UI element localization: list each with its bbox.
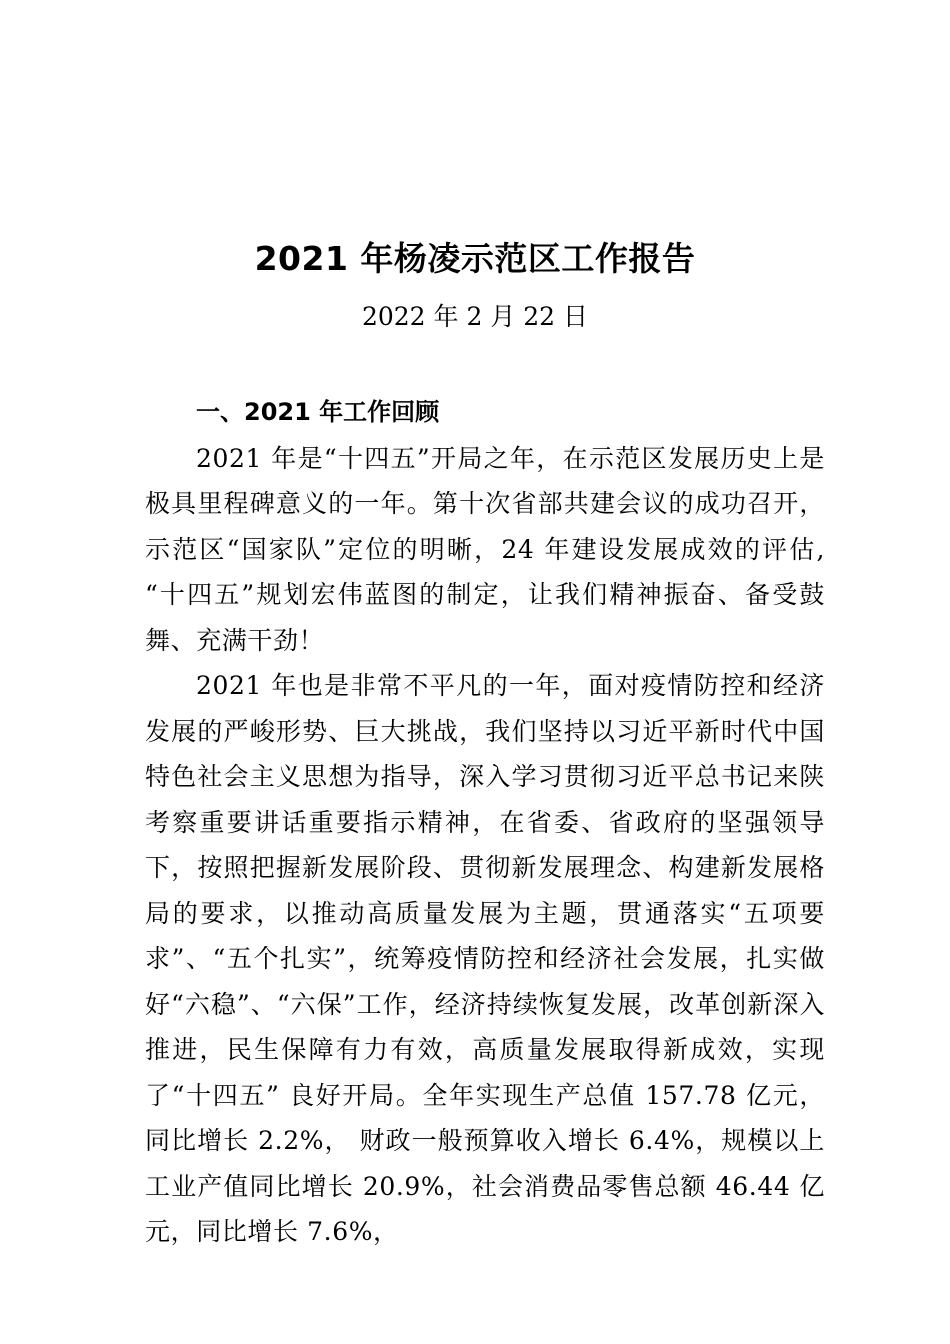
document-title: 2021 年杨凌示范区工作报告 <box>254 239 696 278</box>
document-date: 2022 年 2 月 22 日 <box>361 302 589 331</box>
document-body <box>145 390 825 1255</box>
paragraph-1: 2021 年是“十四五”开局之年，在示范区发展历史上是极具里程碑意义的一年。第十次省部共建会议的成功召开，示范区“国家队”定位的明晰，24 年建设发展成效的评估, “十四五”规划宏伟蓝图的制定，让我们精神振奋、备受鼓舞、充满干劲！ <box>145 443 825 655</box>
section-heading: 一、2021 年工作回顾 <box>196 398 440 426</box>
paragraph-2: 2021 年也是非常不平凡的一年，面对疫情防控和经济发展的严峻形势、巨大挑战，我们坚持以习近平新时代中国特色社会主义思想为指导，深入学习贯彻习近平总书记来陕考察重要讲话重要指示精神，在省委、省政府的坚强领导下，按照把握新发展阶段、贯彻新发展理念、构建新发展格局的要求，以推动高质量发展为主题，贯通落实“五项要求”、“五个扎实”，统筹疫情防控和经济社会发展，扎实做好“六稳”、“六保”工作，经济持续恢复发展，改革创新深入推进，民生保障有力有效，高质量发展取得新成效，实现了“十四五” 良好开局。全年实现生产总值 157.78 亿元，同比增长 2.2%， 财政一般预算收入增长 6.4%，规模以上工业产值同比增长 20.9%，社会消费品零售总额 46.44 亿元，同比增长 7.6%， <box>145 671 825 1246</box>
